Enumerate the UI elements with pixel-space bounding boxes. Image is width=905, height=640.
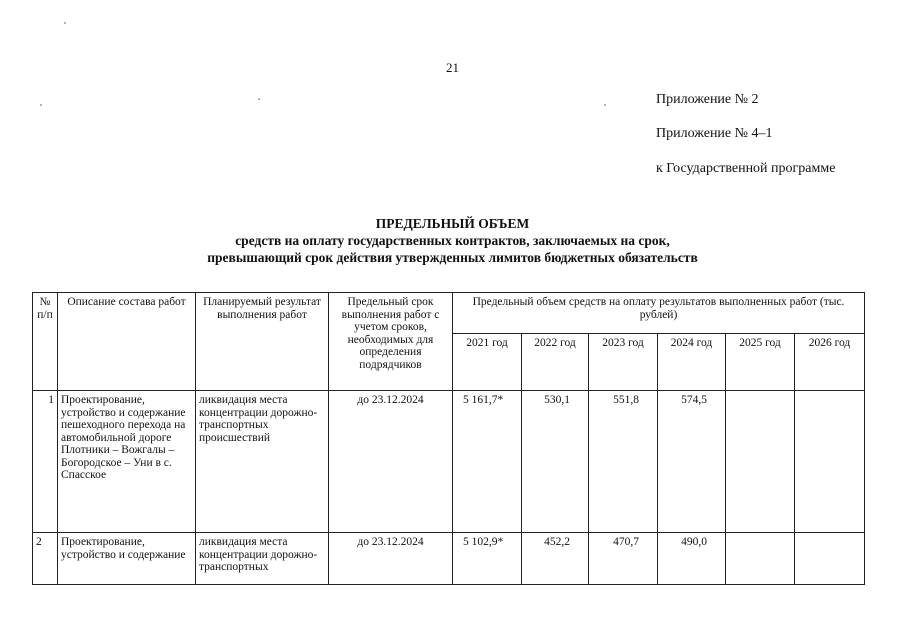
row-value: 5 102,9*	[453, 533, 522, 585]
table-row	[33, 391, 865, 533]
row-description: Проектирование, устройство и содержание пешеходного перехода на автомобильной дороге Плотники – Вожгалы – Богородское – Уни в с. Спасское	[58, 391, 196, 533]
row-value: 490,0	[658, 533, 726, 585]
header-year: 2021 год	[453, 334, 522, 391]
row-num: 1	[33, 391, 58, 533]
header-year: 2026 год	[795, 334, 865, 391]
row-value: 551,8	[589, 391, 658, 533]
header-deadline: Предельный срок выполнения работ с учетом сроков, необходимых для определения подрядчиков	[329, 293, 453, 391]
row-value: 5 161,7*	[453, 391, 522, 533]
row-value	[726, 391, 795, 533]
document-title	[0, 215, 905, 266]
title-line-3: превышающий срок действия утвержденных лимитов бюджетных обязательств	[207, 250, 698, 265]
row-value	[795, 391, 865, 533]
title-line-1: ПРЕДЕЛЬНЫЙ ОБЪЕМ	[375, 216, 530, 231]
appendix-line-3: к Государственной программе	[656, 161, 836, 176]
row-num: 2	[33, 533, 58, 585]
row-value: 452,2	[522, 533, 589, 585]
row-value: 530,1	[522, 391, 589, 533]
scan-speck	[64, 22, 66, 24]
header-num: № п/п	[33, 293, 58, 391]
row-result: ликвидация места концентрации дорожно-транспортных происшествий	[196, 391, 329, 533]
scan-speck	[258, 98, 260, 100]
budget-limits-table	[32, 292, 865, 585]
header-result: Планируемый результат выполнения работ	[196, 293, 329, 391]
row-deadline: до 23.12.2024	[329, 391, 453, 533]
header-year: 2023 год	[589, 334, 658, 391]
row-result: ликвидация места концентрации дорожно-транспортных	[196, 533, 329, 585]
header-year: 2022 год	[522, 334, 589, 391]
table-header-row	[33, 293, 865, 334]
row-value: 470,7	[589, 533, 658, 585]
row-value: 574,5	[658, 391, 726, 533]
header-description: Описание состава работ	[58, 293, 196, 391]
row-value	[726, 533, 795, 585]
row-value	[795, 533, 865, 585]
title-line-2: средств на оплату государственных контрактов, заключаемых на срок,	[235, 233, 670, 248]
scan-speck	[604, 104, 606, 106]
row-description: Проектирование, устройство и содержание	[58, 533, 196, 585]
header-year: 2024 год	[658, 334, 726, 391]
row-deadline: до 23.12.2024	[329, 533, 453, 585]
header-year: 2025 год	[726, 334, 795, 391]
appendix-line-2: Приложение № 4–1	[656, 126, 773, 141]
table-row	[33, 533, 865, 585]
header-amount-group: Предельный объем средств на оплату результатов выполненных работ (тыс. рублей)	[453, 293, 865, 334]
appendix-line-1: Приложение № 2	[656, 92, 759, 107]
page-number: 21	[446, 60, 459, 75]
scan-speck	[40, 104, 42, 106]
